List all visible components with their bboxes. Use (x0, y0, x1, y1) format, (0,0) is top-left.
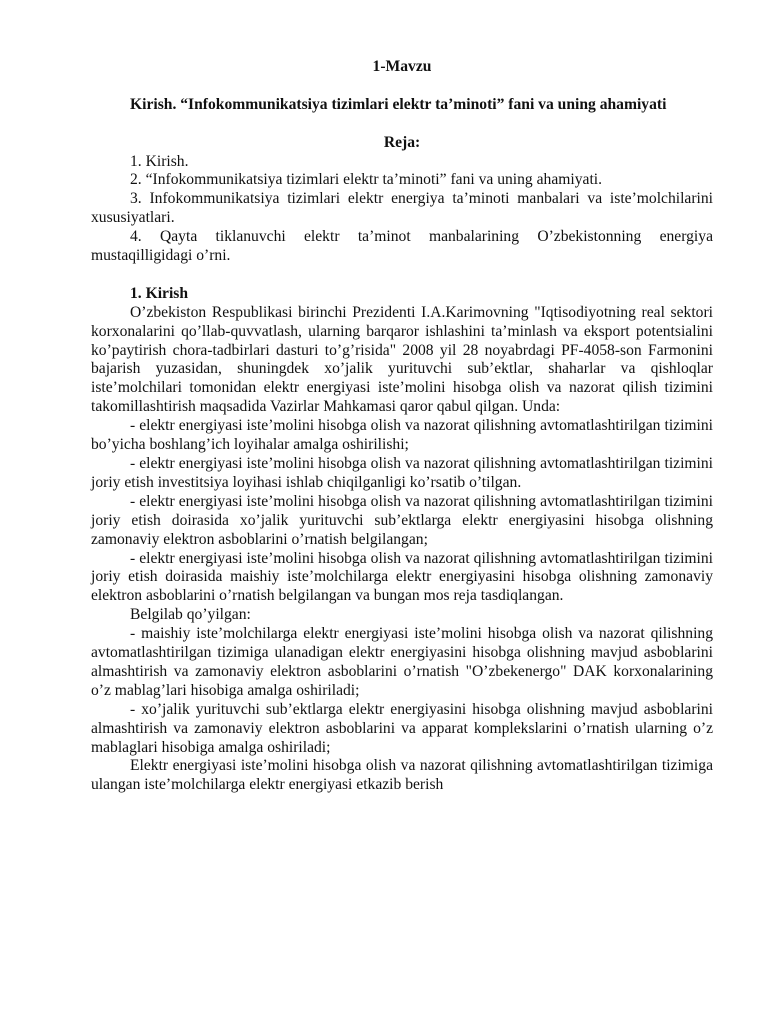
plan-item-3: 3. Infokommunikatsiya tizimlari elektr energiya ta’minoti manbalari va iste’molchilarini xususiyatlari. (91, 190, 713, 227)
paragraph: - elektr energiyasi iste’molini hisobga olish va nazorat qilishning avtomatlashtirilgan tizimini joriy etish doirasida xo’jalik yurituvchi sub’ektlarga elektr energiyasini hisobga olishning zamonaviy elektron asboblarini o’rnatish belgilangan; (91, 492, 713, 548)
spacer (91, 115, 713, 134)
paragraph: Belgilab qo’yilgan: (130, 606, 251, 624)
paragraph: Elektr energiyasi iste’molini hisobga olish va nazorat qilishning avtomatlashtirilgan tizimiga ulangan iste’molchilarga elektr energiyasi etkazib berish (91, 757, 713, 794)
plan-item-2: 2. “Infokommunikatsiya tizimlari elektr ta’minoti” fani va uning ahamiyati. (130, 171, 603, 189)
paragraph: - elektr energiyasi iste’molini hisobga olish va nazorat qilishning avtomatlashtirilgan tizimini joriy etish investitsiya loyihasi ishlab chiqilganligi ko’rsatib o’tilgan. (91, 454, 713, 491)
paragraph: O’zbekiston Respublikasi birinchi Prezidenti I.A.Karimovning "Iqtisodiyotning real sektori korxonalarini qo’llab-quvvatlash, ularning barqaror ishlashini ta’minlash va eksport potentsialini ko’paytirish chora-tadbirlari dasturi to’g’risida" 2008 yil 28 noyabrdagi PF-4058-son Farmonini bajarish yuzasidan, shuningdek xo’jalik yurituvchi sub’ektlar, shaharlar va qishloqlar iste’molchilari tomonidan elektr energiyasi iste’molini hisobga olish va nazorat qilish tizimini takomillashtirish maqsadida Vazirlar Mahkamasi qaror qabul qilgan. Unda: (91, 303, 713, 416)
topic-title: 1-Mavzu (372, 58, 432, 75)
plan-item-4: 4. Qayta tiklanuvchi elektr ta’minot manbalarining O’zbekistonning energiya mustaqilligidagi o’rni. (91, 228, 713, 265)
paragraph: - elektr energiyasi iste’molini hisobga olish va nazorat qilishning avtomatlashtirilgan tizimini bo’yicha boshlang’ich loyihalar amalga oshirilishi; (91, 417, 713, 454)
document-page (91, 58, 713, 795)
intro-heading: Kirish. “Infokommunikatsiya tizimlari elektr ta’minoti” fani va uning ahamiyati (130, 95, 667, 113)
paragraph: - maishiy iste’molchilarga elektr energiyasi iste’molini hisobga olish va nazorat qilishning avtomatlashtirilgan tizimiga ulanadigan elektr energiyasini hisobga olishning mavjud asboblarini almashtirish va zamonaviy elektron asboblarini o’rnatish "O’zbekenergo" DAK korxonalarining o’z mablag’lari hisobiga amalga oshiriladi; (91, 625, 713, 699)
spacer (91, 77, 713, 96)
paragraph: - xo’jalik yurituvchi sub’ektlarga elektr energiyasini hisobga olishning mavjud asboblarini almashtirish va zamonaviy elektron asboblarini va apparat komplekslarini o’rnatish ularning o’z mablaglari hisobiga amalga oshiriladi; (91, 700, 713, 756)
plan-item-1: 1. Kirish. (130, 152, 189, 170)
paragraph: - elektr energiyasi iste’molini hisobga olish va nazorat qilishning avtomatlashtirilgan tizimini joriy etish doirasida maishiy iste’molchilarga elektr energiyasini hisobga olishning zamonaviy elektron asboblarini o’rnatish belgilangan va bungan mos reja tasdiqlangan. (91, 549, 713, 605)
section-heading: 1. Kirish (130, 284, 189, 302)
plan-title: Reja: (383, 133, 421, 151)
spacer (91, 266, 713, 285)
